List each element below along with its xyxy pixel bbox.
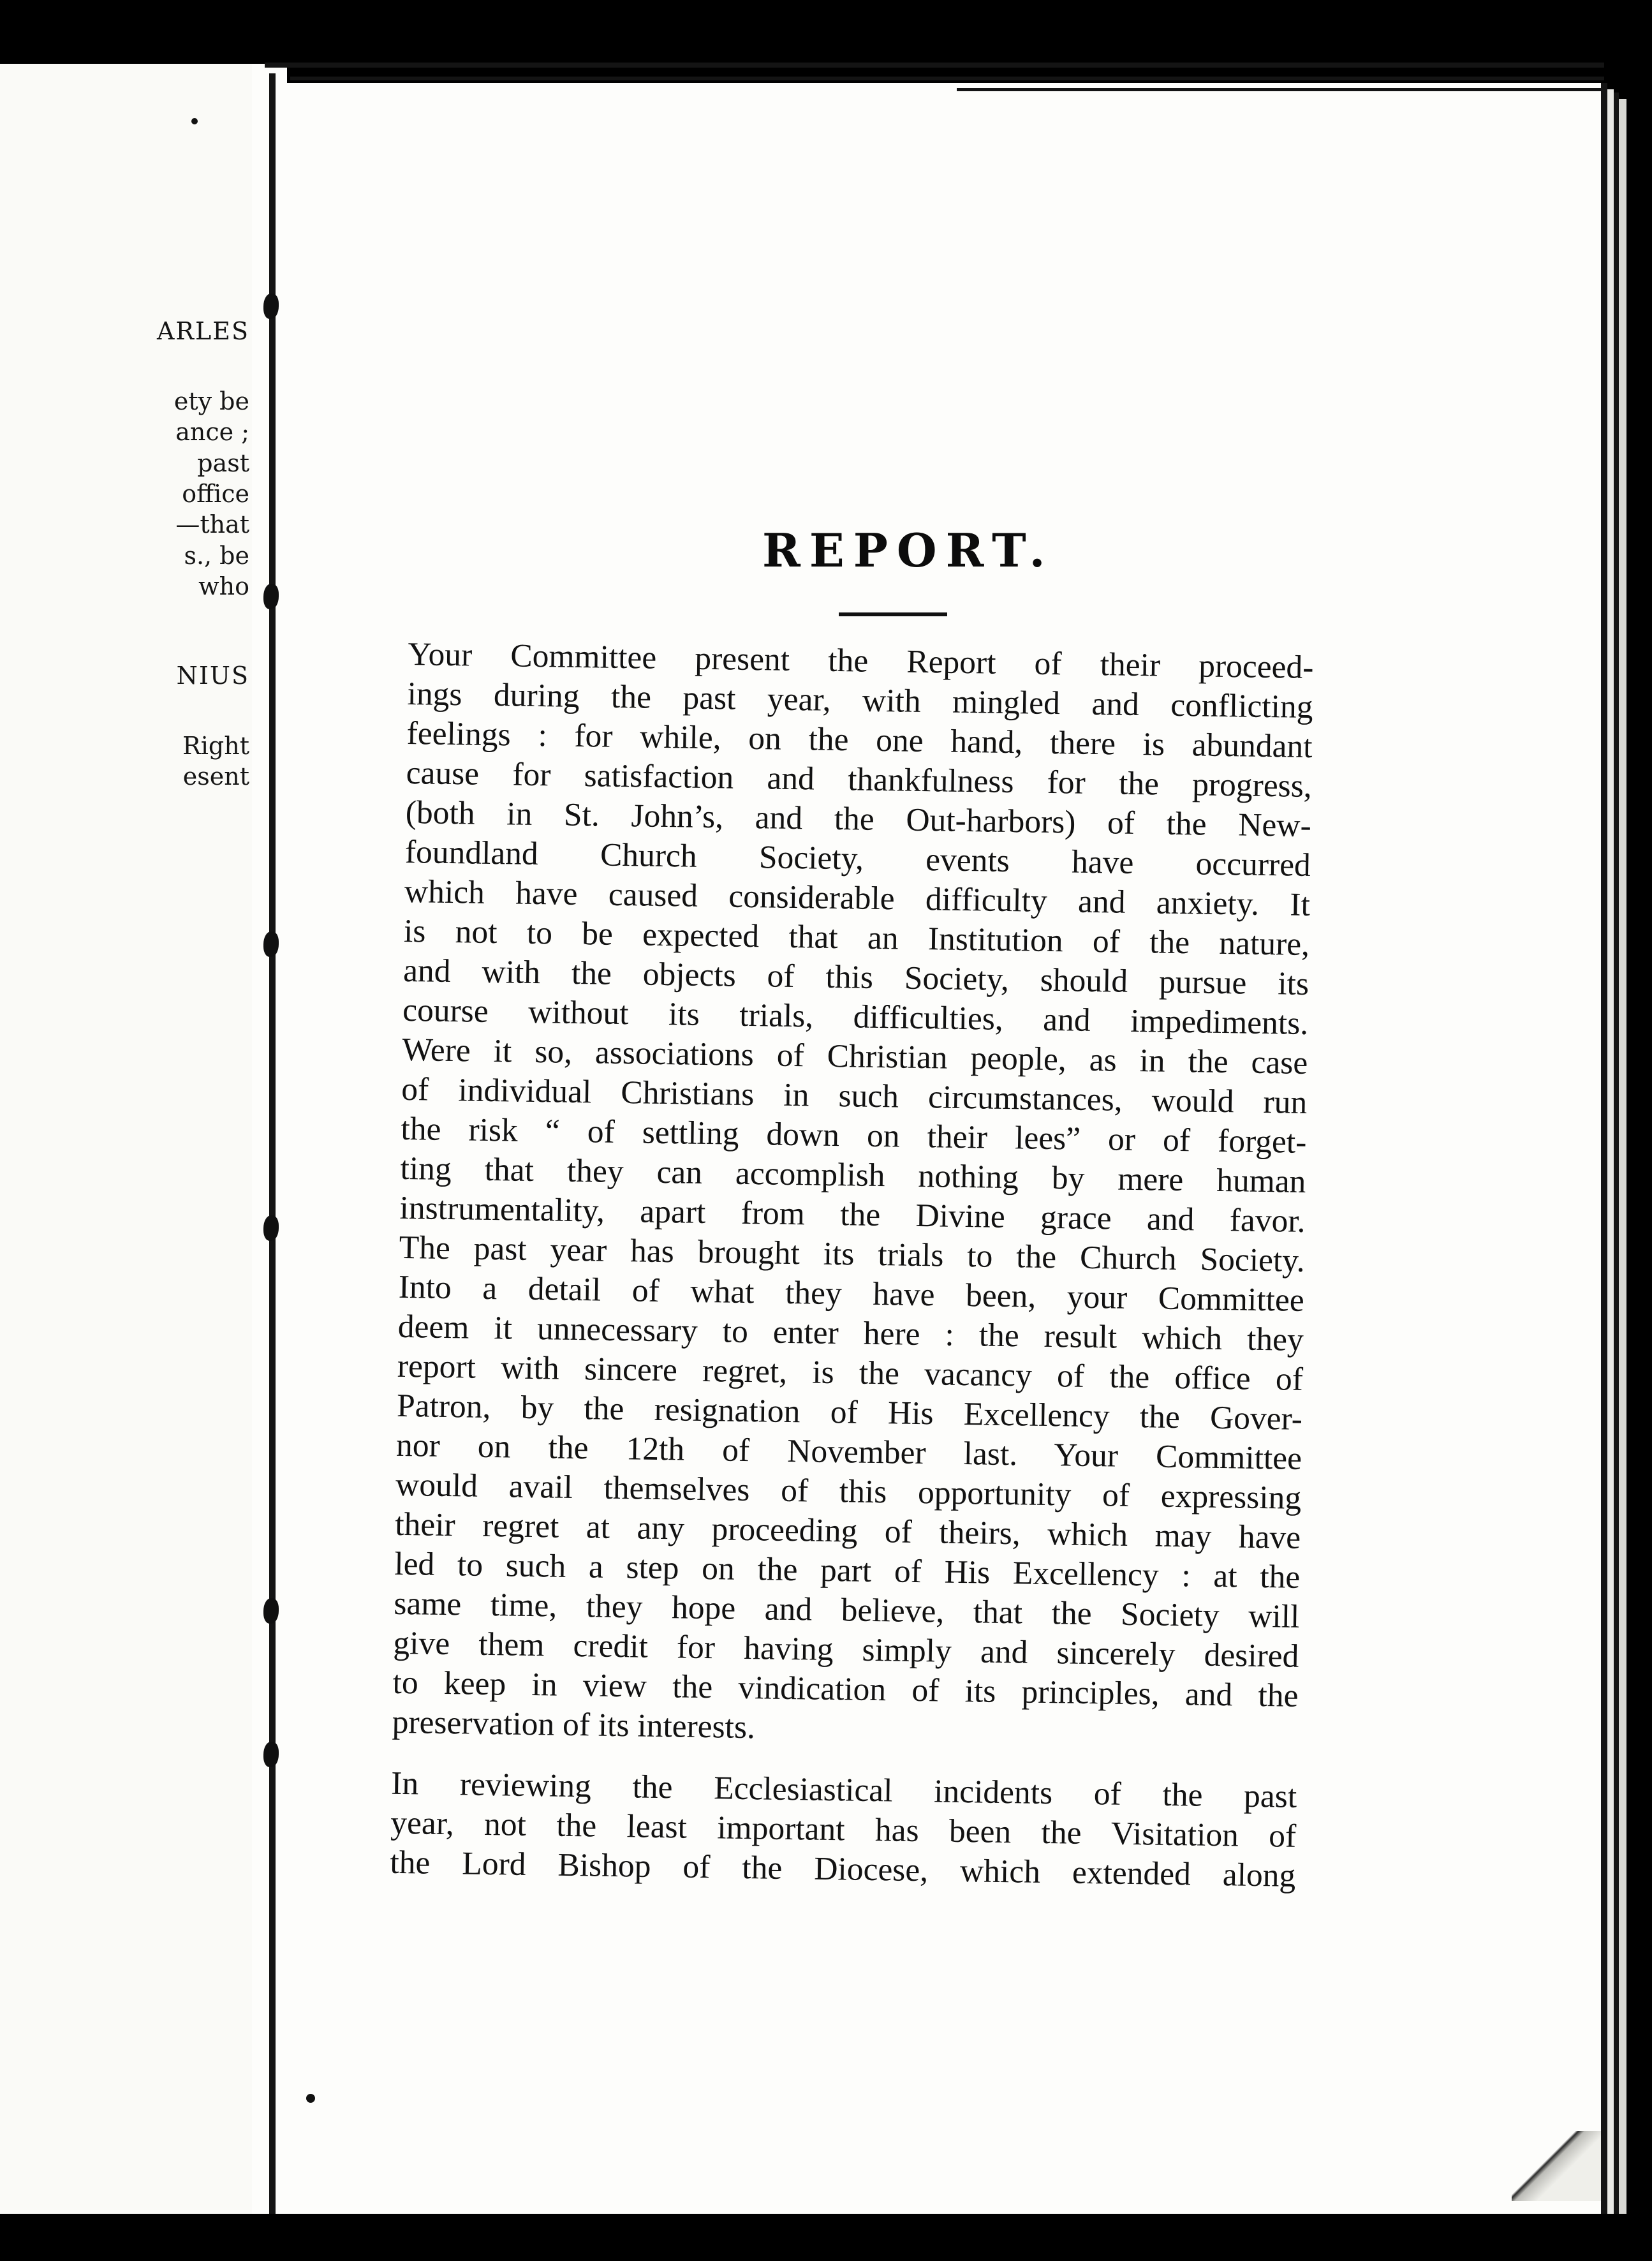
ink-speck xyxy=(306,2094,315,2103)
text-line: Your Committee present the Report of their proceed- xyxy=(408,635,1314,686)
page-edge-line xyxy=(290,77,1604,80)
text-line: cause for satisfaction and thankfulness for the progress, xyxy=(406,754,1313,805)
text-line: Patron, by the resignation of His Excellency the Gover- xyxy=(396,1387,1303,1437)
text-line: nor on the 12th of November last. Your Committee xyxy=(395,1427,1302,1477)
text-line: course without its trials, difficulties, and impediments. xyxy=(402,991,1309,1042)
page-edge-line xyxy=(1614,93,1619,2261)
left-page-fragment: ance ; xyxy=(175,418,249,446)
text-line: would avail themselves of this opportunity of expressing xyxy=(395,1466,1302,1516)
page-corner-fold xyxy=(1512,2131,1601,2201)
left-page-fragment: who xyxy=(198,572,249,600)
left-page-fragment: esent xyxy=(182,762,249,790)
left-facing-page xyxy=(0,64,252,2252)
binding-stitch xyxy=(263,293,279,319)
text-line: their regret at any proceeding of theirs, which may have xyxy=(394,1506,1301,1556)
text-line: Into a detail of what they have been, your Committee xyxy=(398,1268,1305,1319)
text-line: The past year has brought its trials to the Church Society. xyxy=(399,1229,1306,1279)
paragraph-1 xyxy=(392,635,1314,1756)
left-page-fragment: office xyxy=(182,480,249,508)
text-line: foundland Church Society, events have occurred xyxy=(404,833,1311,884)
page-edge-line xyxy=(1626,102,1652,2261)
page-edge-line xyxy=(265,63,1604,68)
text-line: ting that they can accomplish nothing by mere human xyxy=(400,1150,1306,1200)
text-line: same time, they hope and believe, that the Society will xyxy=(394,1585,1300,1635)
paragraph-2 xyxy=(390,1764,1297,1896)
text-line: is not to be expected that an Institution of the nature, xyxy=(403,912,1310,963)
title-rule xyxy=(839,612,947,616)
page-edge-line xyxy=(1601,83,1607,2252)
left-page-fragment: s., be xyxy=(184,542,249,570)
left-page-fragment: ARLES xyxy=(156,317,249,345)
binding-stitch xyxy=(263,931,279,957)
binding-stitch xyxy=(263,1215,279,1241)
text-line: preservation of its interests. xyxy=(392,1703,756,1746)
report-body xyxy=(390,635,1314,1896)
binding-stitch xyxy=(263,1742,279,1767)
text-line: the risk “ of settling down on their lees” or of forget- xyxy=(401,1110,1307,1160)
text-line: of individual Christians in such circumstances, would run xyxy=(401,1071,1308,1121)
text-line: the Lord Bishop of the Diocese, which extended along xyxy=(390,1844,1296,1894)
left-page-fragment: —that xyxy=(175,510,249,538)
page-title: REPORT. xyxy=(762,523,1054,577)
left-page-fragment: NIUS xyxy=(176,662,249,690)
ink-speck xyxy=(191,118,198,124)
text-line: report with sincere regret, is the vacancy of the office of xyxy=(397,1347,1304,1398)
page-edge-strip xyxy=(1619,99,1626,2252)
left-page-fragment: Right xyxy=(182,732,249,760)
binding-stitch xyxy=(263,584,279,609)
page-edge-strip xyxy=(1607,89,1614,2252)
text-line: to keep in view the vindication of its principles, and the xyxy=(392,1664,1299,1714)
text-line: Were it so, associations of Christian people, as in the case xyxy=(401,1031,1308,1081)
binding-edge xyxy=(269,73,276,2242)
text-line: (both in St. John’s, and the Out-harbors) of the New- xyxy=(405,794,1312,845)
text-line: deem it unnecessary to enter here : the result which they xyxy=(397,1308,1304,1358)
text-line: ings during the past year, with mingled and conflicting xyxy=(407,675,1313,726)
text-line: instrumentality, apart from the Divine grace and favor. xyxy=(399,1189,1306,1240)
binding-stitch xyxy=(263,1598,279,1624)
text-line: give them credit for having simply and sincerely desired xyxy=(393,1624,1299,1675)
left-page-fragment: past xyxy=(197,449,249,477)
text-line: In reviewing the Ecclesiastical incidents of the past xyxy=(390,1765,1297,1815)
text-line: led to such a step on the part of His Excellency : at the xyxy=(394,1545,1301,1596)
scan-border xyxy=(0,2214,1652,2261)
left-page-fragment: ety be xyxy=(173,387,249,415)
text-line: which have caused considerable difficulty and anxiety. It xyxy=(404,873,1311,924)
text-line: feelings : for while, on the one hand, there is abundant xyxy=(406,715,1313,766)
text-line: year, not the least important has been the Visitation of xyxy=(390,1804,1297,1855)
page-edge-line xyxy=(957,88,1607,91)
text-line: and with the objects of this Society, should pursue its xyxy=(402,952,1309,1003)
